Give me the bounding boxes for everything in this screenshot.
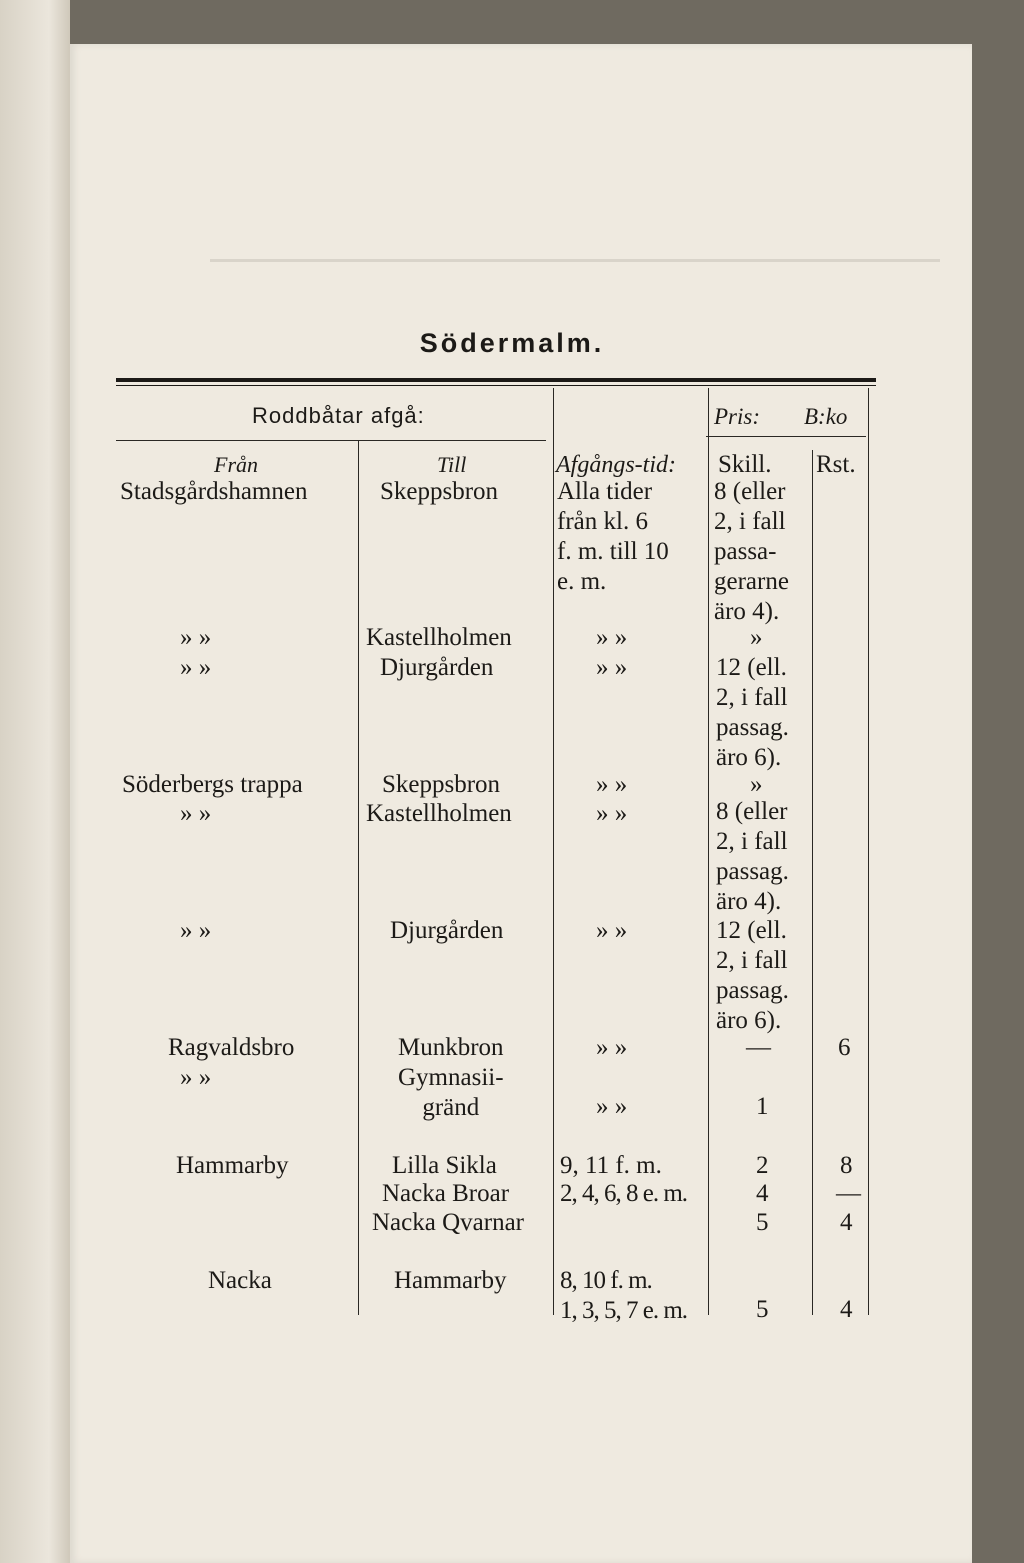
title-rule-thin — [116, 385, 876, 386]
row-1-till: Kastellholmen — [366, 624, 512, 651]
row-1-skill: » — [750, 624, 763, 651]
row-8-rst: 8 — [840, 1152, 853, 1179]
row-7-fran: » » — [180, 1064, 212, 1091]
row-11-skill: 5 — [756, 1296, 769, 1323]
header-bko: B:ko — [804, 404, 848, 429]
row-11-till: Hammarby — [394, 1267, 507, 1294]
row-7-skill: 1 — [756, 1093, 769, 1120]
row-2-tid: » » — [596, 654, 628, 681]
row-9-skill: 4 — [756, 1180, 769, 1207]
row-9-tid: 2, 4, 6, 8 e. m. — [560, 1180, 688, 1207]
title-rule-thick — [116, 378, 876, 382]
col-divider-1 — [358, 440, 359, 1315]
header-roddbatar: Roddbåtar afgå: — [252, 403, 425, 428]
page-title: Södermalm. — [419, 328, 605, 358]
row-2-fran: » » — [180, 654, 212, 681]
row-0-fran: Stadsgårdshamnen — [120, 478, 308, 505]
row-11-fran: Nacka — [208, 1267, 272, 1294]
row-9-rst: — — [836, 1180, 861, 1207]
row-0-till: Skeppsbron — [380, 478, 499, 505]
header-pris: Pris: — [714, 404, 760, 429]
col-divider-4 — [812, 450, 813, 1315]
row-0-skill: 8 (eller 2, i fall passa- gerarne äro 4). — [714, 478, 789, 625]
row-6-till: Munkbron — [398, 1034, 504, 1061]
row-7-tid: » » — [596, 1093, 628, 1120]
row-9-till: Nacka Broar — [382, 1180, 510, 1207]
row-10-skill: 5 — [756, 1209, 769, 1236]
row-5-till: Djurgården — [390, 917, 504, 944]
left-page-edge — [0, 0, 70, 1563]
row-5-fran: » » — [180, 917, 212, 944]
header-skill: Skill. — [718, 451, 772, 478]
row-8-tid: 9, 11 f. m. — [560, 1152, 662, 1179]
row-8-fran: Hammarby — [176, 1152, 289, 1179]
col-divider-5 — [868, 388, 869, 1315]
row-7-till: Gymnasii- gränd — [398, 1064, 504, 1121]
row-5-tid: » » — [596, 917, 628, 944]
row-0-tid: Alla tider från kl. 6 f. m. till 10 e. m. — [557, 478, 669, 595]
row-3-tid: » » — [596, 771, 628, 798]
pris-underline — [706, 436, 866, 437]
row-4-fran: » » — [180, 800, 212, 827]
row-10-till: Nacka Qvarnar — [372, 1209, 524, 1236]
row-4-tid: » » — [596, 800, 628, 827]
row-3-skill: » — [750, 771, 763, 798]
header-underline — [116, 440, 546, 441]
bleed-through-ghost — [210, 229, 940, 262]
row-6-skill: — — [746, 1034, 771, 1061]
header-rst: Rst. — [816, 451, 856, 478]
row-4-till: Kastellholmen — [366, 800, 512, 827]
row-6-rst: 6 — [838, 1034, 851, 1061]
row-6-tid: » » — [596, 1034, 628, 1061]
row-1-fran: » » — [180, 624, 212, 651]
row-1-tid: » » — [596, 624, 628, 651]
row-11-rst: 4 — [840, 1296, 853, 1323]
col-divider-3 — [708, 388, 709, 1315]
row-8-till: Lilla Sikla — [392, 1152, 497, 1179]
header-fran: Från — [214, 452, 258, 477]
header-afgangs-tid: Afgångs-tid: — [556, 452, 676, 478]
col-divider-2 — [553, 388, 554, 1315]
row-5-skill: 12 (ell. 2, i fall passag. äro 6). — [716, 917, 789, 1034]
row-3-till: Skeppsbron — [382, 771, 501, 798]
row-3-fran: Söderbergs trappa — [122, 771, 303, 798]
row-2-till: Djurgården — [380, 654, 494, 681]
row-6-fran: Ragvaldsbro — [168, 1034, 295, 1061]
row-11-tid: 8, 10 f. m. 1, 3, 5, 7 e. m. — [560, 1267, 688, 1324]
row-2-skill: 12 (ell. 2, i fall passag. äro 6). — [716, 654, 789, 771]
row-4-skill: 8 (eller 2, i fall passag. äro 4). — [716, 798, 789, 915]
row-8-skill: 2 — [756, 1152, 769, 1179]
row-10-rst: 4 — [840, 1209, 853, 1236]
header-till: Till — [437, 452, 467, 477]
